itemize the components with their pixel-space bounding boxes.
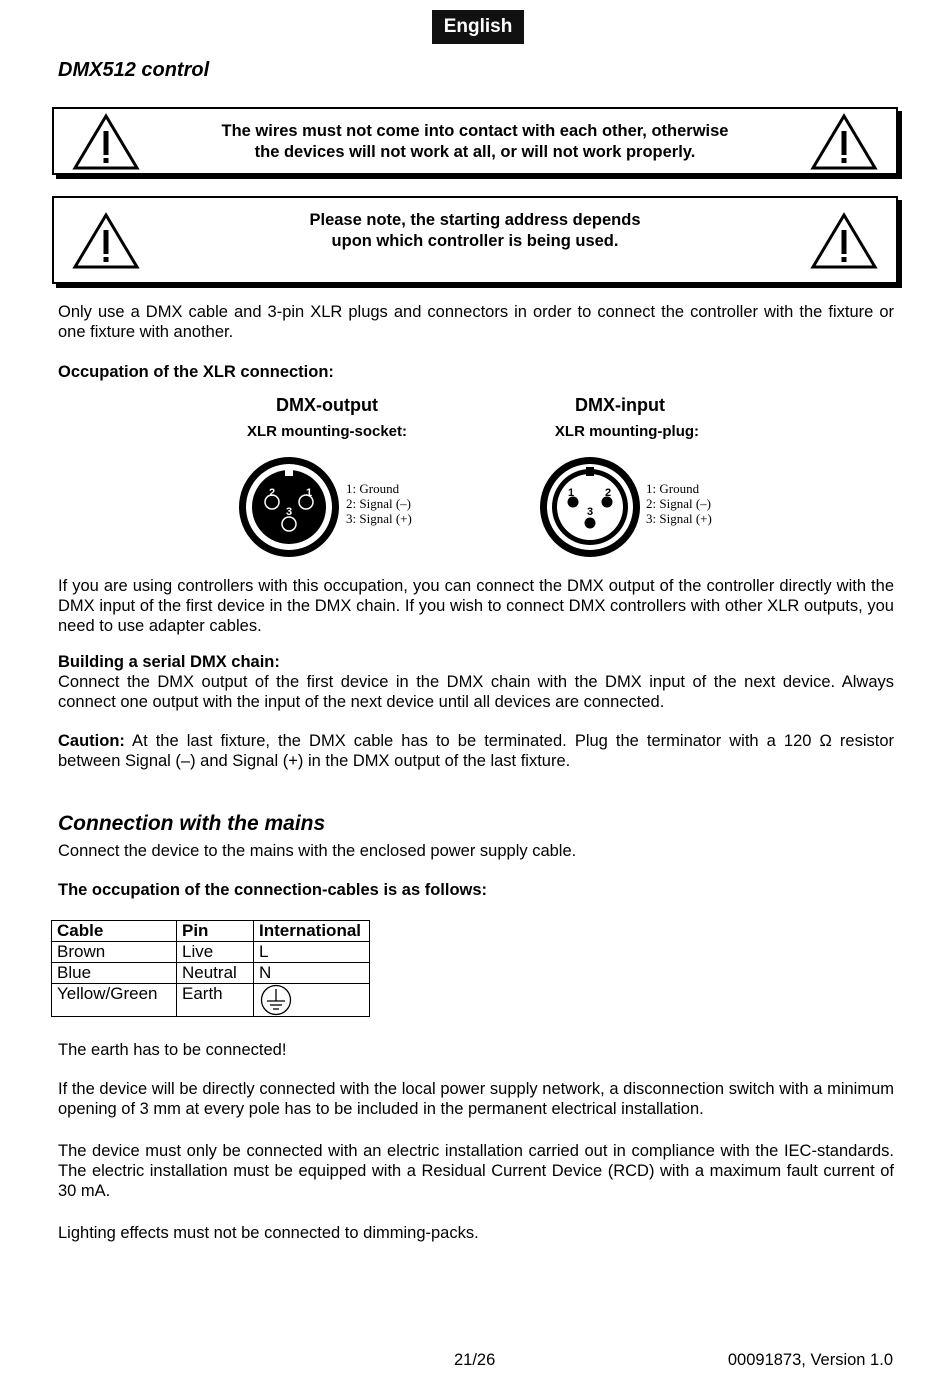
warning-line-2: the devices will not work at all, or will not work properly.	[254, 143, 696, 161]
table-header-cell: Pin	[177, 921, 254, 942]
socket-pin-right: 1	[305, 487, 313, 499]
mains-intro: Connect the device to the mains with the enclosed power supply cable.	[58, 842, 577, 860]
earth-symbol-icon	[259, 984, 293, 1016]
note-iec: The device must only be connected with an electric installation carried out in compliance with the IEC-standards. The electric installation must be equipped with a Residual Current Device (RCD) with a maximum fault current of 30 mA.	[58, 1142, 894, 1200]
legend-signal-minus: 2: Signal (–)	[646, 496, 711, 511]
table-cell: Neutral	[177, 963, 254, 984]
table-row	[52, 984, 370, 1017]
page-number: 21/26	[454, 1351, 496, 1369]
occupation-paragraph: If you are using controllers with this occupation, you can connect the DMX output of the controller directly with the DMX input of the first device in the DMX chain. If you wish to connect DMX controllers with other XLR outputs, you need to use adapter cables.	[58, 577, 894, 635]
legend-ground: 1: Ground	[646, 481, 700, 496]
table-cell: Brown	[52, 942, 177, 963]
warning-triangle-icon	[72, 113, 140, 171]
caution-text: At the last fixture, the DMX cable has to be terminated. Plug the terminator with a 120 Ω resistor between Signal (–) and Signal (+) in the DMX output of the last fixture.	[58, 732, 894, 770]
xlr-heading: Occupation of the XLR connection:	[58, 363, 334, 381]
table-header-cell: Cable	[52, 921, 177, 942]
table-cell: Live	[177, 942, 254, 963]
xlr-plug-diagram	[537, 454, 643, 560]
warning-line-2: upon which controller is being used.	[331, 232, 619, 250]
warning-triangle-icon	[810, 113, 878, 171]
xlr-socket-diagram	[236, 454, 342, 560]
warning-line-1: The wires must not come into contact with each other, otherwise	[221, 122, 729, 140]
legend-signal-plus: 3: Signal (+)	[646, 511, 712, 526]
legend-signal-minus: 2: Signal (–)	[346, 496, 411, 511]
intro-paragraph: Only use a DMX cable and 3-pin XLR plugs and connectors in order to connect the controller with the fixture or one fixture with another.	[58, 303, 894, 341]
warning-triangle-icon	[72, 212, 140, 270]
dmx-output-subtitle: XLR mounting-socket:	[247, 423, 407, 440]
warning-box-wires	[52, 107, 898, 175]
plug-pin-bottom: 3	[586, 506, 594, 518]
note-disconnection: If the device will be directly connected with the local power supply network, a disconnection switch with a minimum opening of 3 mm at every pole has to be included in the permanent electrical installation.	[58, 1080, 894, 1118]
chain-paragraph: Connect the DMX output of the first device in the DMX chain with the DMX input of the next device. Always connect one output with the input of the next device until all devices are connected.	[58, 673, 894, 711]
doc-version: 00091873, Version 1.0	[727, 1351, 893, 1369]
plug-pin-left: 1	[567, 487, 575, 499]
legend-signal-plus: 3: Signal (+)	[346, 511, 412, 526]
table-row	[52, 963, 370, 984]
caution-paragraph	[58, 731, 894, 771]
plug-pin-legend	[646, 481, 712, 526]
socket-pin-bottom: 3	[285, 506, 293, 518]
table-header-cell: International	[254, 921, 370, 942]
socket-pin-legend	[346, 481, 412, 526]
caution-label: Caution:	[58, 732, 125, 750]
note-earth: The earth has to be connected!	[58, 1041, 287, 1059]
cables-heading: The occupation of the connection-cables is as follows:	[58, 881, 488, 899]
language-tab: English	[432, 10, 524, 44]
table-row	[52, 942, 370, 963]
legend-ground: 1: Ground	[346, 481, 400, 496]
dmx-input-subtitle: XLR mounting-plug:	[554, 423, 700, 440]
section-title-dmx: DMX512 control	[58, 59, 210, 81]
socket-pin-left: 2	[268, 487, 276, 499]
warning-triangle-icon	[810, 212, 878, 270]
dmx-output-title: DMX-output	[276, 395, 378, 415]
table-header-row	[52, 921, 370, 942]
table-cell: N	[254, 963, 370, 984]
cable-table	[51, 920, 370, 1017]
warning-line-1: Please note, the starting address depends	[309, 211, 641, 229]
plug-pin-right: 2	[604, 487, 612, 499]
table-cell: Earth	[177, 984, 254, 1017]
table-cell	[254, 984, 370, 1017]
dmx-input-title: DMX-input	[575, 395, 665, 415]
table-cell: Yellow/Green	[52, 984, 177, 1017]
chain-heading: Building a serial DMX chain:	[58, 653, 280, 671]
note-dimming: Lighting effects must not be connected to dimming-packs.	[58, 1224, 479, 1242]
warning-box-address	[52, 196, 898, 284]
table-cell: Blue	[52, 963, 177, 984]
section-title-mains: Connection with the mains	[58, 812, 326, 835]
table-cell: L	[254, 942, 370, 963]
